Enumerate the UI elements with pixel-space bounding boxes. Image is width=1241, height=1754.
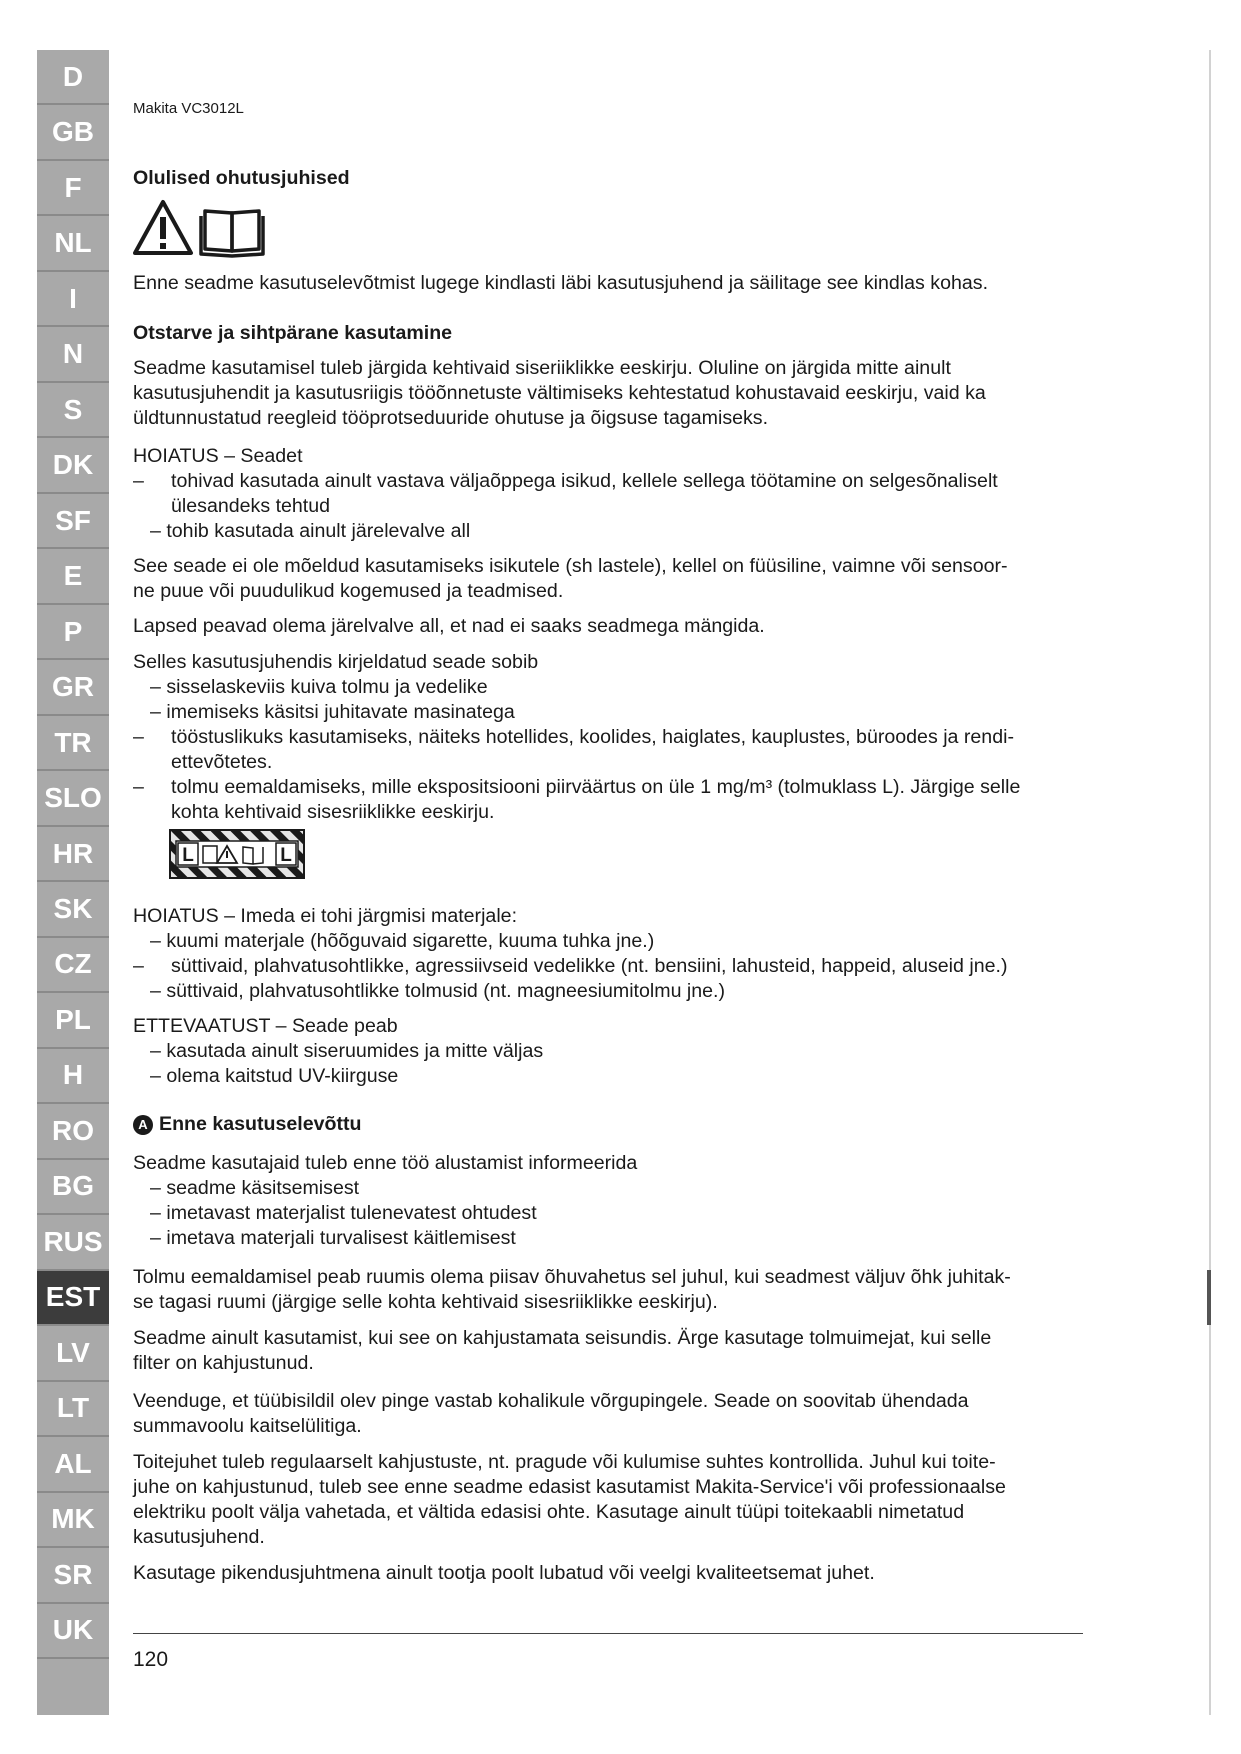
dust-class-label — [169, 829, 309, 879]
lang-tab-tr[interactable]: TR — [37, 716, 109, 771]
lang-tab-i[interactable]: I — [37, 272, 109, 327]
language-sidebar — [37, 50, 109, 1715]
list-item: – kuumi materjale (hõõguvaid sigarette, kuuma tuhka jne.) — [150, 930, 655, 952]
list-item: – imetavast materjalist tulenevatest ohtudest — [150, 1202, 537, 1224]
list-text: imemiseks käsitsi juhitavate masinatega — [166, 701, 515, 723]
persons-paragraph — [133, 554, 1083, 604]
lang-tab-slo[interactable]: SLO — [37, 771, 109, 826]
text-line: juhe on kahjustunud, tuleb see enne seadme edasist kasutamist Makita-Service'i või professionaalse — [133, 1476, 1006, 1498]
text-line: elektriku poolt välja vahetada, et vältida edasisi ohte. Kasutage ainult tüüpi toitekaabli nimetatud — [133, 1501, 965, 1523]
list-text: kasutada ainult siseruumides ja mitte väljas — [166, 1040, 544, 1062]
text-line: Tolmu eemaldamisel peab ruumis olema piisav õhuvahetus sel juhul, kui seadmest väljuv õhk juhitak- — [133, 1266, 1011, 1288]
dash-bullet: – — [133, 470, 144, 492]
lang-tab-dk[interactable]: DK — [37, 438, 109, 493]
lang-tab-hr[interactable]: HR — [37, 827, 109, 882]
warning-triangle-icon — [135, 202, 191, 253]
lang-tab-nl[interactable]: NL — [37, 216, 109, 271]
lang-tab-uk[interactable]: UK — [37, 1604, 109, 1659]
list-text: ettevõtetes. — [171, 751, 273, 773]
purpose-title: Otstarve ja sihtpärane kasutamine — [133, 322, 453, 344]
lang-tab-n[interactable]: N — [37, 327, 109, 382]
lang-tab-ro[interactable]: RO — [37, 1104, 109, 1159]
caution-heading: ETTEVAATUST – Seade peab — [133, 1015, 398, 1037]
list-text: imetavast materjalist tulenevatest ohtudest — [166, 1202, 537, 1224]
list-text: tohivad kasutada ainult vastava väljaõppega isikud, kellele sellega töötamine on selgesõnaliselt — [171, 470, 998, 492]
section-badge-a: A — [133, 1115, 153, 1135]
list-item: – olema kaitstud UV-kiirguse — [150, 1065, 399, 1087]
list-text: kohta kehtivaid sisesriiklikke eeskirju. — [171, 801, 495, 823]
right-margin-marker — [1207, 1270, 1211, 1325]
condition-paragraph — [133, 1326, 1083, 1376]
purpose-paragraph — [133, 356, 1083, 431]
lang-tab-f[interactable]: F — [37, 161, 109, 216]
list-text: tolmu eemaldamiseks, mille ekspositsiooni piirväärtus on üle 1 mg/m³ (tolmuklass L). Järgige selle — [171, 776, 1021, 798]
text-line: Toitejuhet tuleb regulaarselt kahjustuste, nt. pragude või kulumise suhtes kontrollida. Juhul kui toite- — [133, 1451, 996, 1473]
model-header: Makita VC3012L — [133, 100, 244, 117]
warning-operators — [133, 444, 1083, 544]
lang-tab-lv[interactable]: LV — [37, 1326, 109, 1381]
list-text: kuumi materjale (hõõguvaid sigarette, kuuma tuhka jne.) — [166, 930, 655, 952]
lang-tab-p[interactable]: P — [37, 605, 109, 660]
text-line: summavoolu kaitselülitiga. — [133, 1415, 362, 1437]
list-item: – süttivaid, plahvatusohtlikke tolmusid (nt. magneesiumitolmu jne.) — [150, 980, 726, 1002]
lang-tab-rus[interactable]: RUS — [37, 1215, 109, 1270]
dash-bullet: – — [133, 776, 144, 798]
lang-tab-sr[interactable]: SR — [37, 1548, 109, 1603]
lang-tab-pl[interactable]: PL — [37, 993, 109, 1048]
right-margin-rule — [1209, 50, 1211, 1715]
inform-heading: Seadme kasutajaid tuleb enne töö alustamist informeerida — [133, 1152, 638, 1174]
children-paragraph: Lapsed peavad olema järelvalve all, et nad ei saaks seadmega mängida. — [133, 615, 765, 637]
lang-tab-s[interactable]: S — [37, 383, 109, 438]
lang-tab-h[interactable]: H — [37, 1049, 109, 1104]
lang-tab-mk[interactable]: MK — [37, 1493, 109, 1548]
list-text: imetava materjali turvalisest käitlemisest — [166, 1227, 516, 1249]
dust-class-letter-left: L — [182, 845, 194, 866]
text-line: Veenduge, et tüübisildil olev pinge vastab kohalikule võrgupingele. Seade on soovitab ühendada — [133, 1390, 969, 1412]
before-use-title — [133, 1112, 1083, 1137]
dust-class-letter-right: L — [280, 845, 292, 866]
list-item — [133, 469, 1083, 519]
safety-icons-svg — [133, 199, 273, 259]
page-number: 120 — [133, 1648, 169, 1671]
warning-materials — [133, 904, 1083, 1004]
list-item — [133, 954, 1083, 979]
text-line: See seade ei ole mõeldud kasutamiseks isikutele (sh lastele), kellel on füüsiline, vaimne või sensoor- — [133, 555, 1008, 577]
suitable-uses — [133, 650, 1083, 825]
suitable-heading: Selles kasutusjuhendis kirjeldatud seade sobib — [133, 651, 539, 673]
extension-paragraph: Kasutage pikendusjuhtmena ainult tootja poolt lubatud või veelgi kvaliteetsemat juhet. — [133, 1562, 875, 1584]
lang-tab-gb[interactable]: GB — [37, 105, 109, 160]
text-line: üldtunnustatud reegleid tööprotseduuride ohutuse ja õigsuse tagamiseks. — [133, 407, 769, 429]
section-title-text: Enne kasutuselevõttu — [159, 1113, 362, 1135]
list-text: tohib kasutada ainult järelevalve all — [166, 520, 471, 542]
list-item: – sisselaskeviis kuiva tolmu ja vedelike — [150, 676, 488, 698]
lang-tab-gr[interactable]: GR — [37, 660, 109, 715]
text-line: kasutusjuhendit ja kasutusriigis tööõnnetuste vältimiseks kehtestatud kohustavaid eeskirju, vaid ka — [133, 382, 986, 404]
lang-tab-e[interactable]: E — [37, 549, 109, 604]
manual-book-icon — [201, 211, 263, 256]
lang-tab-sf[interactable]: SF — [37, 494, 109, 549]
list-item: – seadme käsitsemisest — [150, 1177, 360, 1199]
warning-heading: HOIATUS – Imeda ei tohi järgmisi materjale: — [133, 905, 518, 927]
text-line: se tagasi ruumi (järgige selle kohta kehtivaid sisesriiklikke eeskirju). — [133, 1291, 718, 1313]
lang-tab-lt[interactable]: LT — [37, 1382, 109, 1437]
dust-class-l-icon — [169, 829, 305, 879]
lang-tab-cz[interactable]: CZ — [37, 938, 109, 993]
safety-intro: Enne seadme kasutuselevõtmist lugege kindlasti läbi kasutusjuhend ja säilitage see kindlas kohas. — [133, 272, 989, 294]
footer-rule — [133, 1633, 1083, 1634]
text-line: Seadme kasutamisel tuleb järgida kehtivaid siseriiklikke eeskirju. Oluline on järgida mitte ainult — [133, 357, 951, 379]
list-text: sisselaskeviis kuiva tolmu ja vedelike — [166, 676, 488, 698]
lang-tab-al[interactable]: AL — [37, 1437, 109, 1492]
text-line: Seadme ainult kasutamist, kui see on kahjustamata seisundis. Ärge kasutage tolmuimejat, kui selle — [133, 1327, 992, 1349]
dash-bullet: – — [133, 955, 144, 977]
ventilation-paragraph — [133, 1265, 1083, 1315]
lang-tab-est-active[interactable]: EST — [37, 1271, 109, 1326]
list-item — [133, 725, 1083, 775]
lang-tab-d[interactable]: D — [37, 50, 109, 105]
list-text: süttivaid, plahvatusohtlikke tolmusid (nt. magneesiumitolmu jne.) — [166, 980, 726, 1002]
list-item: – imemiseks käsitsi juhitavate masinatega — [150, 701, 515, 723]
safety-title: Olulised ohutusjuhised — [133, 167, 350, 189]
safety-icons — [133, 199, 1083, 259]
list-text: seadme käsitsemisest — [166, 1177, 360, 1199]
text-line: kasutusjuhend. — [133, 1526, 265, 1548]
list-item — [133, 775, 1083, 825]
dash-bullet: – — [133, 726, 144, 748]
cable-paragraph — [133, 1450, 1083, 1550]
list-text: olema kaitstud UV-kiirguse — [166, 1065, 399, 1087]
voltage-paragraph — [133, 1389, 1083, 1439]
lang-tab-sk[interactable]: SK — [37, 882, 109, 937]
sidebar-filler — [37, 1659, 109, 1715]
text-line: ne puue või puudulikud kogemused ja teadmised. — [133, 580, 564, 602]
warning-heading: HOIATUS – Seadet — [133, 445, 303, 467]
lang-tab-bg[interactable]: BG — [37, 1160, 109, 1215]
list-text: tööstuslikuks kasutamiseks, näiteks hotellides, koolides, haiglates, kauplustes, büroodes ja rendi- — [171, 726, 1014, 748]
list-text: süttivaid, plahvatusohtlikke, agressiivseid vedelikke (nt. bensiini, lahusteid, happeid, aluseid jne.) — [171, 955, 1008, 977]
list-text: ülesandeks tehtud — [171, 495, 331, 517]
text-line: filter on kahjustunud. — [133, 1352, 314, 1374]
list-item: – kasutada ainult siseruumides ja mitte väljas — [150, 1040, 544, 1062]
list-item: – tohib kasutada ainult järelevalve all — [150, 520, 471, 542]
list-item: – imetava materjali turvalisest käitlemisest — [150, 1227, 516, 1249]
caution-block — [133, 1014, 1083, 1089]
inform-block — [133, 1151, 1083, 1251]
